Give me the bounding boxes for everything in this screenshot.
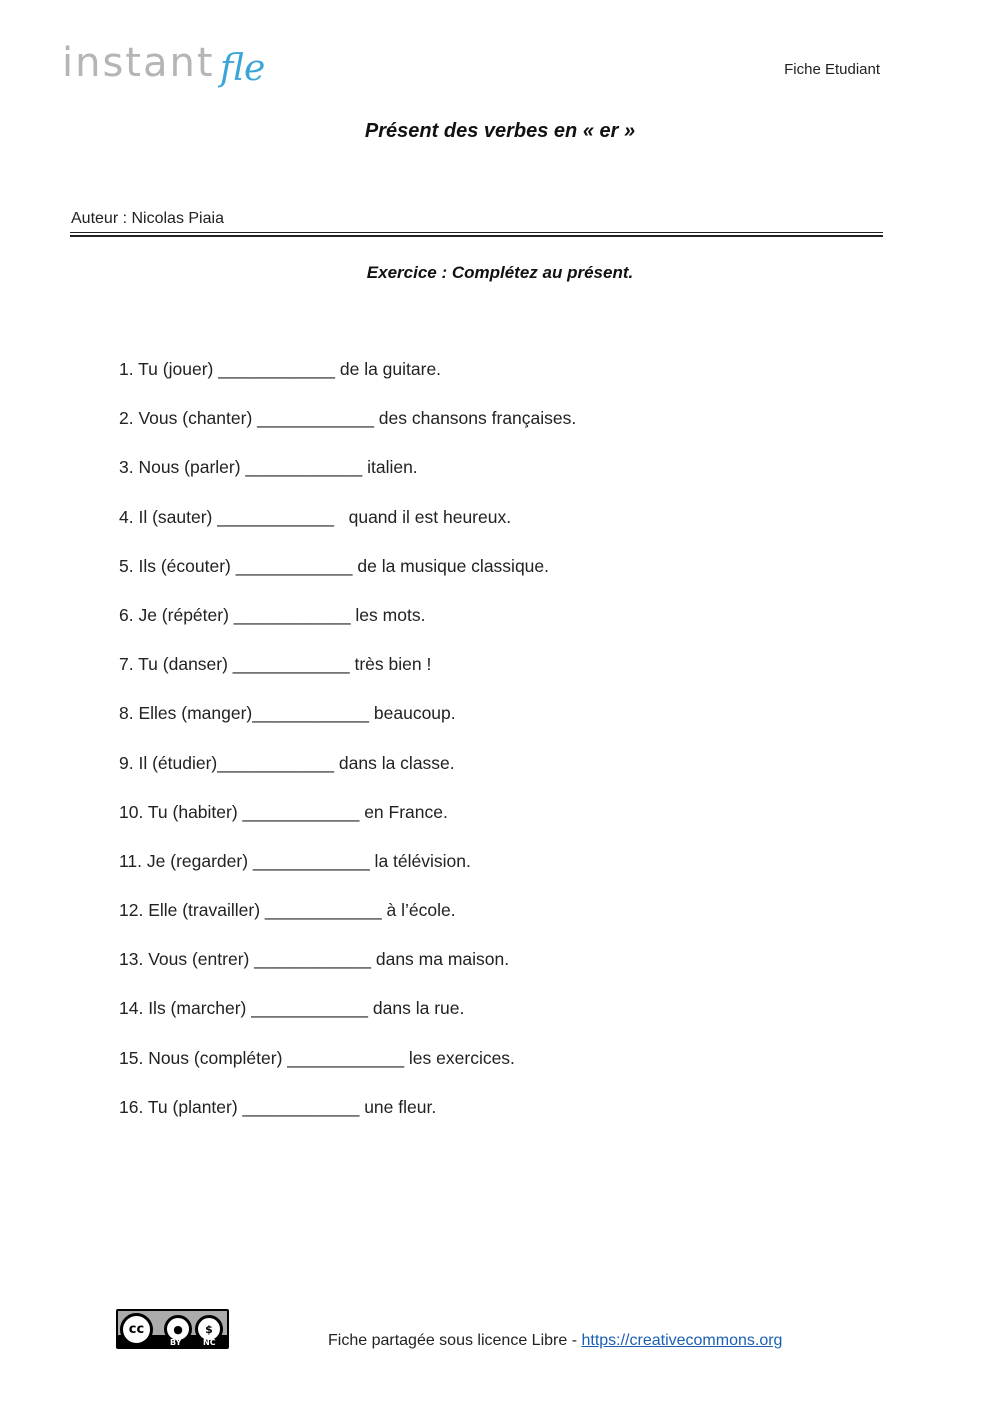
logo-text-instant: instant	[62, 40, 215, 86]
exercise-item: 8. Elles (manger)____________ beaucoup.	[119, 703, 456, 724]
instantfle-logo	[62, 36, 292, 96]
attribution-icon: ●	[164, 1315, 192, 1343]
logo-text-fle: fle	[220, 48, 266, 89]
creative-commons-badge	[116, 1309, 229, 1349]
license-footer	[328, 1332, 782, 1350]
exercise-item: 14. Ils (marcher) ____________ dans la rue.	[119, 998, 465, 1019]
exercise-item: 13. Vous (entrer) ____________ dans ma maison.	[119, 949, 510, 970]
exercise-item: 3. Nous (parler) ____________ italien.	[119, 457, 418, 478]
badge-nc-label: NC	[203, 1338, 216, 1347]
license-link[interactable]: https://creativecommons.org	[581, 1332, 783, 1349]
exercise-list	[119, 358, 576, 1145]
exercise-item: 9. Il (étudier)____________ dans la classe.	[119, 752, 455, 773]
exercise-instruction: Exercice : Complétez au présent.	[366, 263, 634, 282]
exercise-item: 15. Nous (compléter) ____________ les exercices.	[119, 1047, 515, 1068]
exercise-item: 12. Elle (travailler) ____________ à l’école.	[119, 900, 456, 921]
exercise-item: 11. Je (regarder) ____________ la télévision.	[119, 850, 471, 871]
exercise-item: 6. Je (répéter) ____________ les mots.	[119, 604, 426, 625]
sheet-type-label: Fiche Etudiant	[784, 61, 880, 78]
page-title: Présent des verbes en « er »	[364, 120, 636, 142]
exercise-item: 1. Tu (jouer) ____________ de la guitare.	[119, 359, 442, 379]
divider	[70, 232, 883, 233]
exercise-item: 16. Tu (planter) ____________ une fleur.	[119, 1096, 437, 1117]
exercise-item: 10. Tu (habiter) ____________ en France.	[119, 801, 448, 822]
cc-icon: cc	[120, 1313, 153, 1346]
divider	[70, 235, 883, 237]
exercise-item: 4. Il (sauter) ____________ quand il est heureux.	[119, 506, 512, 527]
exercise-item: 5. Ils (écouter) ____________ de la musique classique.	[119, 555, 549, 576]
exercise-item: 7. Tu (danser) ____________ très bien !	[119, 654, 432, 675]
license-text: Fiche partagée sous licence Libre -	[328, 1332, 582, 1349]
badge-by-label: BY	[170, 1338, 182, 1347]
author-line: Auteur : Nicolas Piaia	[71, 210, 224, 227]
non-commercial-icon: $	[195, 1315, 223, 1343]
exercise-item: 2. Vous (chanter) ____________ des chansons françaises.	[119, 408, 577, 429]
